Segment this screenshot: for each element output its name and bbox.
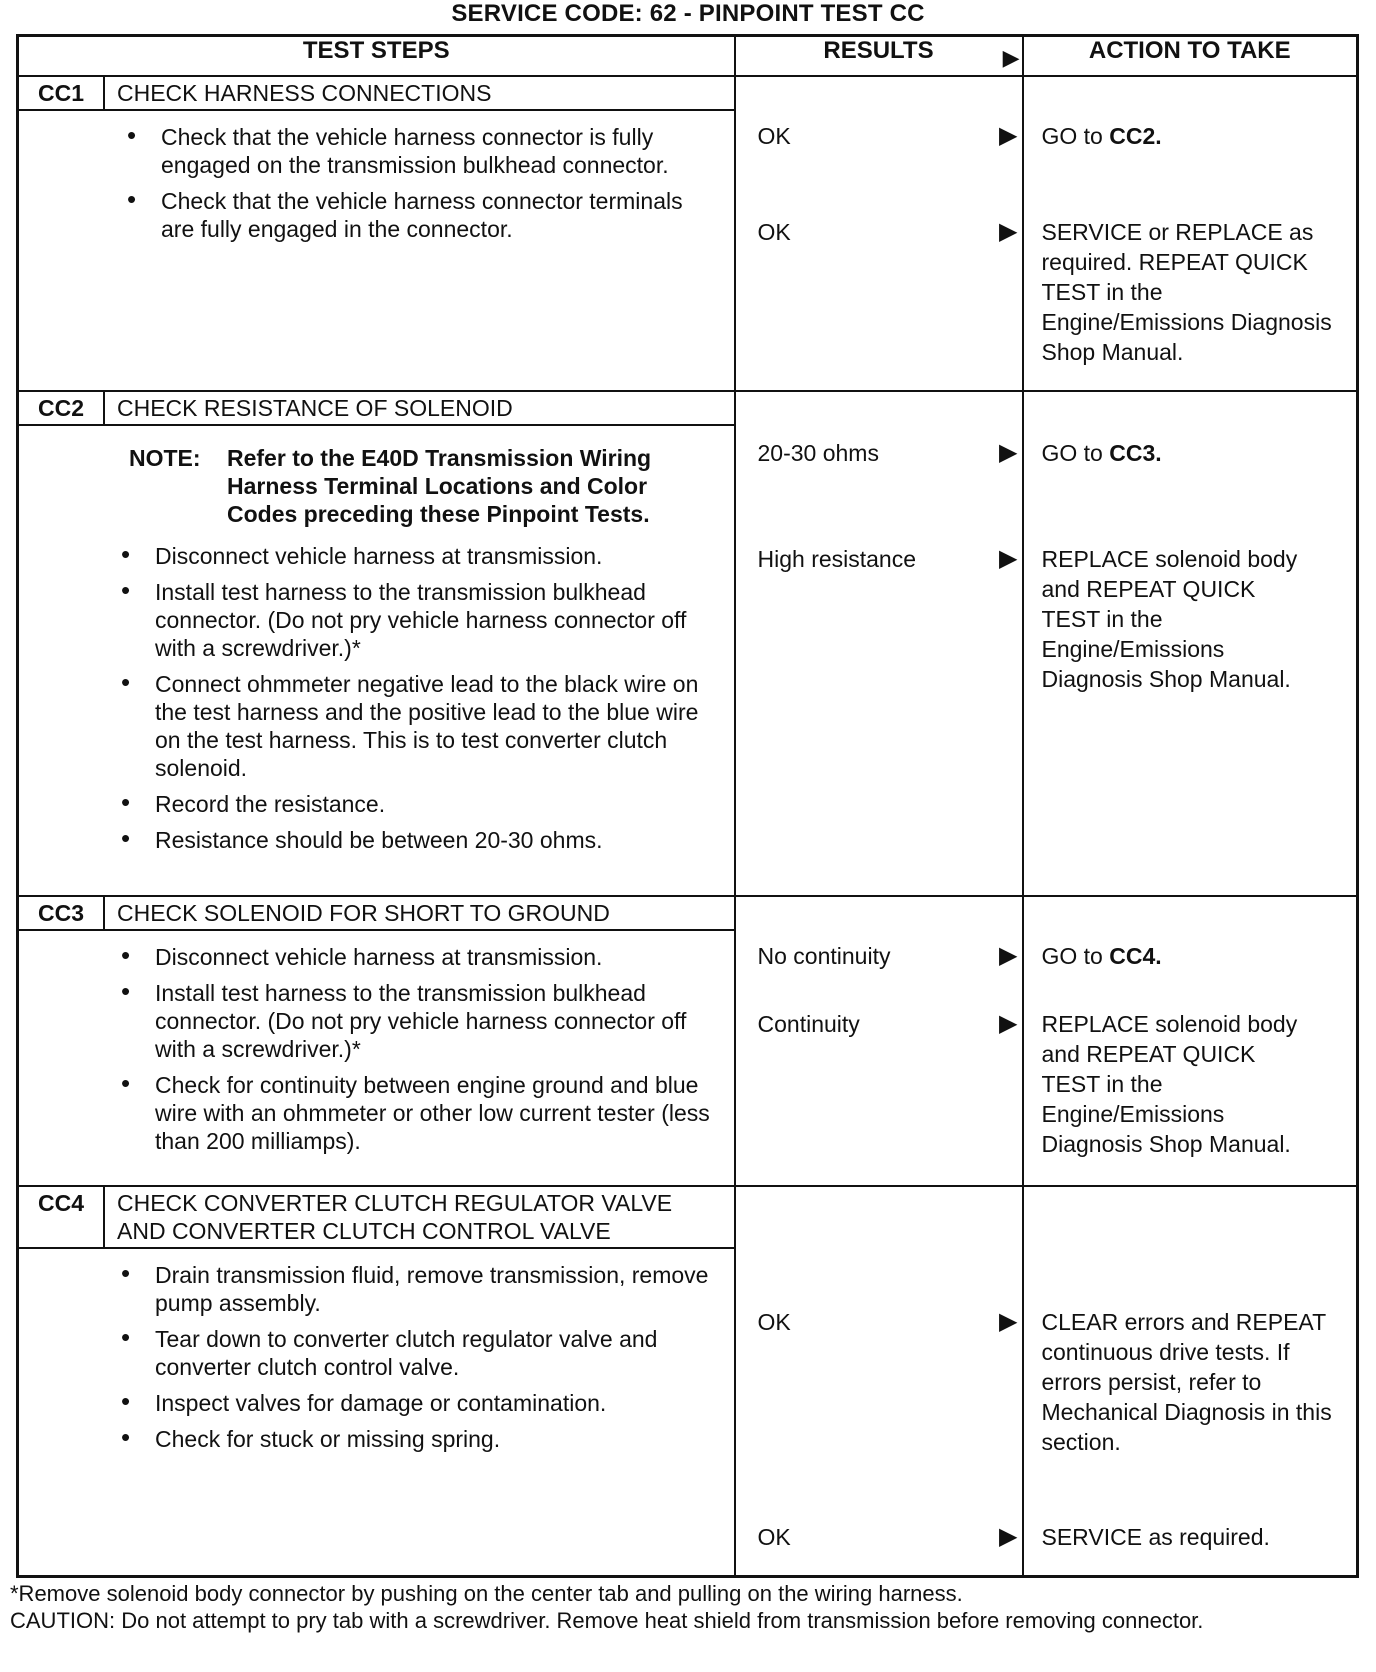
- step-code: CC3: [19, 897, 105, 929]
- footer-notes: [10, 1580, 1360, 1634]
- step-code: CC4: [19, 1187, 105, 1247]
- step-bullet: • Install test harness to the transmission bulkhead connector. (Do not pry vehicle harness connector off with a screwdriver.)*: [119, 979, 714, 1063]
- action-cell: [1023, 76, 1358, 391]
- step-heading: [19, 1187, 734, 1249]
- step-heading: [19, 392, 734, 426]
- step-steps-cell: [18, 76, 735, 391]
- action-ref: CC3.: [1109, 440, 1162, 466]
- step-bullet: • Connect ohmmeter negative lead to the black wire on the test harness and the positive lead to the blue wire on the test harness. This is to test converter clutch solenoid.: [119, 670, 714, 782]
- action-text: [1042, 121, 1343, 151]
- step-bullet-list: [119, 1261, 714, 1453]
- results-cell: [735, 391, 1023, 896]
- step-bullet: • Check that the vehicle harness connector is fully engaged on the transmission bulkhead connector.: [125, 123, 714, 179]
- action-cell: [1023, 391, 1358, 896]
- results-cell: [735, 76, 1023, 391]
- step-bullet: • Resistance should be between 20-30 ohms.: [119, 826, 714, 854]
- arrow-right-icon: ▶: [999, 218, 1018, 245]
- caution-label: CAUTION:: [10, 1608, 116, 1633]
- step-code: CC2: [19, 392, 105, 424]
- action-cell: [1023, 1186, 1358, 1576]
- step-bullet-list: [125, 123, 714, 243]
- action-label: GO to: [1041, 440, 1103, 466]
- step-bullet: • Disconnect vehicle harness at transmission.: [119, 542, 714, 570]
- step-title: CHECK RESISTANCE OF SOLENOID: [117, 395, 513, 421]
- action-text: [1042, 941, 1343, 971]
- step-title: CHECK CONVERTER CLUTCH REGULATOR VALVE AND CONVERTER CLUTCH CONTROL VALVE: [117, 1190, 673, 1244]
- action-text: SERVICE as required.: [1041, 1524, 1270, 1550]
- test-steps-header: TEST STEPS: [18, 36, 735, 77]
- note: [129, 444, 714, 528]
- action-label: GO to: [1041, 123, 1103, 149]
- step-steps-cell: [18, 1186, 735, 1576]
- step-heading: [19, 897, 734, 931]
- result-value: High resistance: [757, 546, 917, 572]
- step-row-cc1: [18, 76, 1358, 391]
- step-bullet-list: [119, 943, 714, 1155]
- action-text: REPLACE solenoid body and REPEAT QUICK TEST in the Engine/Emissions Diagnosis Shop Manual.: [1041, 546, 1298, 692]
- result-value: OK: [757, 1524, 791, 1550]
- step-title: CHECK HARNESS CONNECTIONS: [117, 80, 492, 106]
- results-cell: [735, 1186, 1023, 1576]
- results-cell: [735, 896, 1023, 1186]
- action-ref: CC2.: [1109, 123, 1162, 149]
- step-bullet: • Tear down to converter clutch regulator valve and converter clutch control valve.: [119, 1325, 714, 1381]
- action-header: ACTION TO TAKE: [1023, 36, 1358, 77]
- step-bullet: • Disconnect vehicle harness at transmission.: [119, 943, 714, 971]
- results-header-label: RESULTS: [823, 37, 934, 64]
- arrow-right-icon: ▶: [999, 1523, 1018, 1550]
- step-title: CHECK SOLENOID FOR SHORT TO GROUND: [117, 900, 610, 926]
- step-heading: [19, 77, 734, 111]
- step-bullet: • Check for stuck or missing spring.: [119, 1425, 714, 1453]
- result-value: OK: [757, 123, 791, 149]
- results-header: [735, 36, 1023, 77]
- step-steps-cell: [18, 896, 735, 1186]
- arrow-right-icon: ▶: [999, 439, 1018, 466]
- step-bullet: • Install test harness to the transmission bulkhead connector. (Do not pry vehicle harness connector off with a screwdriver.)*: [119, 578, 714, 662]
- step-steps-cell: [18, 391, 735, 896]
- step-bullet: • Inspect valves for damage or contamination.: [119, 1389, 714, 1417]
- step-bullet: • Drain transmission fluid, remove transmission, remove pump assembly.: [119, 1261, 714, 1317]
- result-value: 20-30 ohms: [757, 440, 879, 466]
- step-row-cc3: [18, 896, 1358, 1186]
- action-text: SERVICE or REPLACE as required. REPEAT QUICK TEST in the Engine/Emissions Diagnosis Shop Manual.: [1041, 219, 1332, 365]
- action-cell: [1023, 896, 1358, 1186]
- caution-note: [10, 1607, 1360, 1634]
- step-bullet: • Record the resistance.: [119, 790, 714, 818]
- note-label: NOTE:: [129, 445, 201, 471]
- arrow-right-icon: ▶: [999, 942, 1018, 969]
- result-value: OK: [757, 219, 791, 245]
- result-value: Continuity: [757, 1011, 860, 1037]
- arrow-right-icon: ▶: [999, 545, 1018, 572]
- page-title: SERVICE CODE: 62 - PINPOINT TEST CC: [451, 0, 925, 27]
- step-row-cc4: [18, 1186, 1358, 1576]
- step-code: CC1: [19, 77, 105, 109]
- pinpoint-test-table: [16, 34, 1359, 1578]
- header-row: [18, 36, 1358, 77]
- step-bullet: • Check that the vehicle harness connector terminals are fully engaged in the connector.: [125, 187, 714, 243]
- result-value: No continuity: [757, 943, 891, 969]
- result-value: OK: [757, 1309, 791, 1335]
- arrow-right-icon: ▶: [999, 1010, 1018, 1037]
- arrow-right-icon: ▶: [999, 1308, 1018, 1335]
- action-text: [1042, 438, 1343, 468]
- caution-text: Do not attempt to pry tab with a screwdriver. Remove heat shield from transmission before removing connector.: [121, 1608, 1204, 1633]
- note-text: Refer to the E40D Transmission Wiring Harness Terminal Locations and Color Codes preceding these Pinpoint Tests.: [227, 445, 652, 527]
- action-text: CLEAR errors and REPEAT continuous drive tests. If errors persist, refer to Mechanical Diagnosis in this section.: [1041, 1309, 1332, 1455]
- step-bullet-list: [119, 542, 714, 854]
- action-text: REPLACE solenoid body and REPEAT QUICK TEST in the Engine/Emissions Diagnosis Shop Manual.: [1041, 1011, 1298, 1157]
- arrow-right-icon: ▶: [999, 122, 1018, 149]
- step-row-cc2: [18, 391, 1358, 896]
- action-ref: CC4.: [1109, 943, 1162, 969]
- step-bullet: • Check for continuity between engine ground and blue wire with an ohmmeter or other low current tester (less than 200 milliamps).: [119, 1071, 714, 1155]
- arrow-right-icon: ▶: [1002, 45, 1020, 70]
- asterisk-note: *Remove solenoid body connector by pushing on the center tab and pulling on the wiring harness.: [10, 1581, 963, 1606]
- action-label: GO to: [1041, 943, 1103, 969]
